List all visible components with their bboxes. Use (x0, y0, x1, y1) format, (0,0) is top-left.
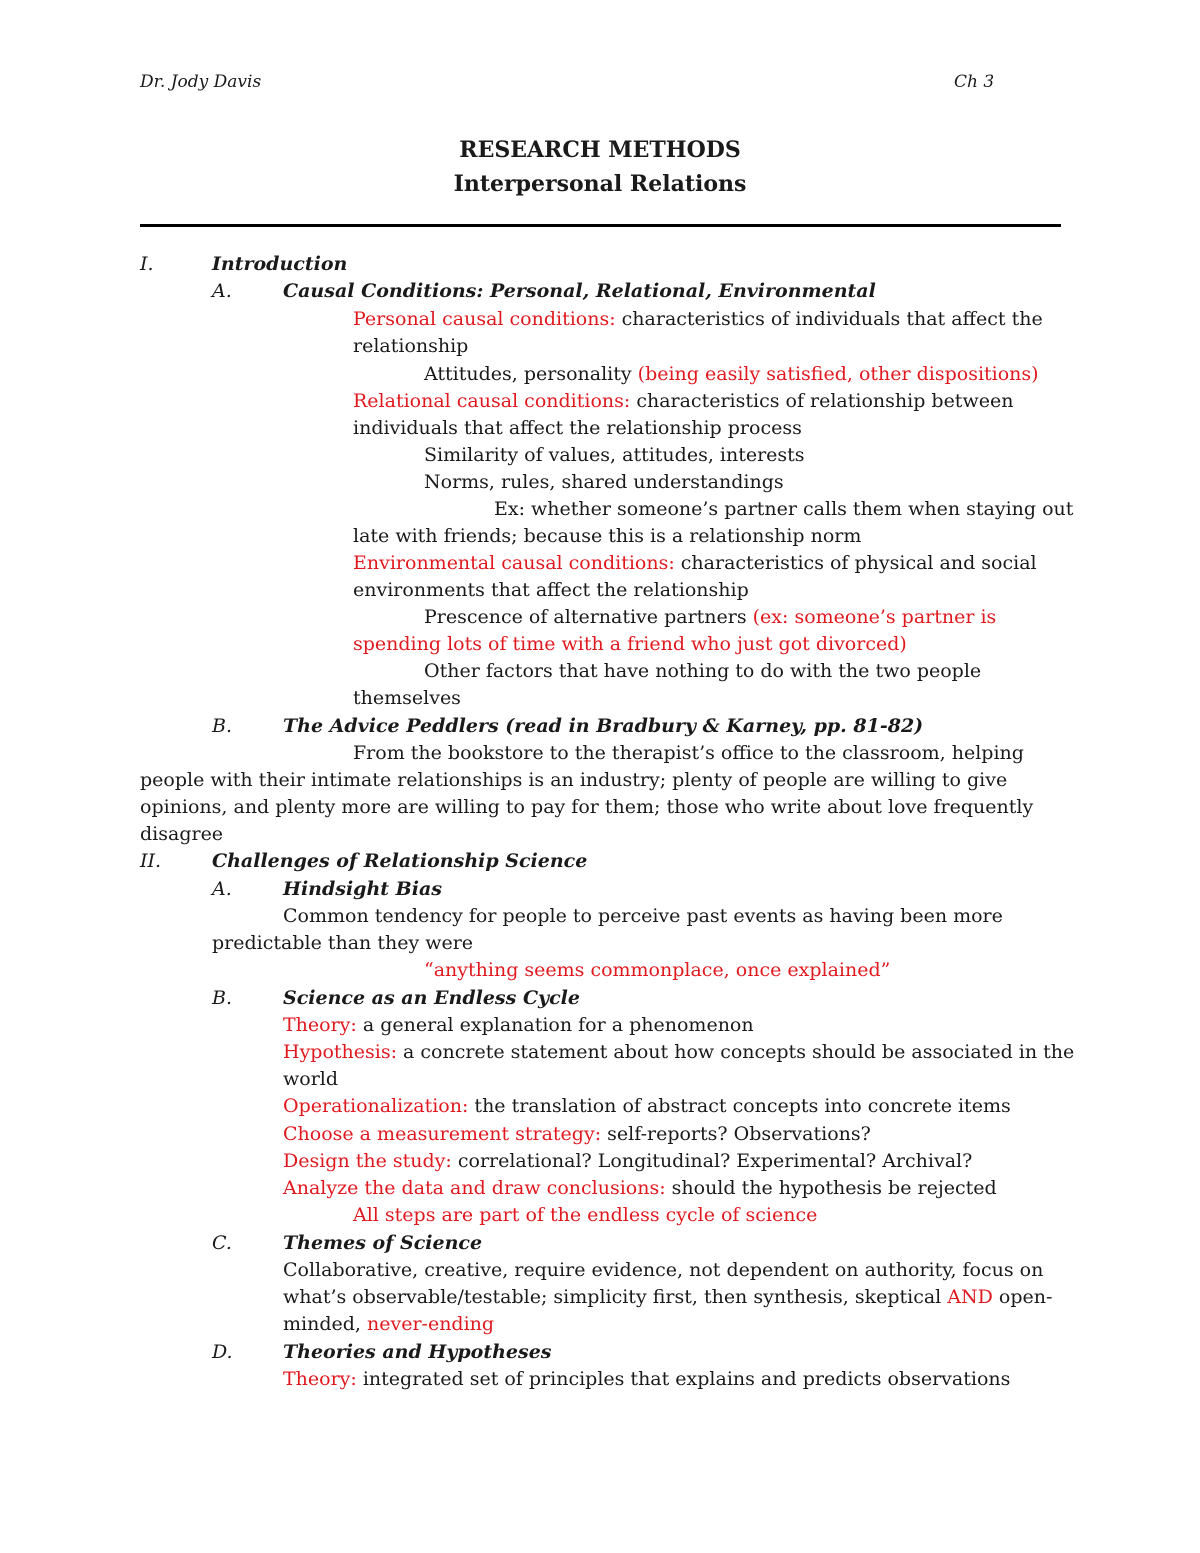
body-text: relationship (353, 335, 469, 357)
outline-line (212, 848, 587, 875)
body-text: Collaborative, creative, require evidence, not dependent on authority, focus on (283, 1259, 1044, 1281)
outline-heading: D. (212, 1341, 233, 1363)
body-text: should the hypothesis be rejected (665, 1177, 997, 1199)
highlighted-text: Operationalization: (283, 1095, 469, 1117)
body-text: characteristics of individuals that affect the (615, 308, 1043, 330)
body-text: late with friends; because this is a relationship norm (353, 525, 862, 547)
highlighted-text: Hypothesis: (283, 1041, 397, 1063)
outline-heading: A. (212, 280, 232, 302)
outline-line (424, 604, 996, 631)
outline-heading: Causal Conditions: Personal, Relational, Environmental (283, 280, 876, 302)
outline-heading: A. (212, 878, 232, 900)
body-text: themselves (353, 687, 461, 709)
outline-line (424, 469, 784, 496)
outline-line (424, 361, 1039, 388)
outline-heading: B. (212, 987, 233, 1009)
outline-heading: Challenges of Relationship Science (212, 850, 588, 872)
body-text: Norms, rules, shared understandings (424, 471, 784, 493)
outline-line (353, 1202, 817, 1229)
outline-line (353, 415, 802, 442)
highlighted-text: AND (947, 1286, 993, 1308)
outline-line (283, 1230, 482, 1257)
body-text: Similarity of values, attitudes, interests (424, 444, 805, 466)
outline-line (212, 1339, 233, 1366)
outline-line (283, 1311, 494, 1338)
outline-line (212, 251, 347, 278)
highlighted-text: Personal causal conditions: (353, 308, 616, 330)
outline-line (283, 1093, 1011, 1120)
highlighted-text: (ex: someone’s partner is (752, 606, 997, 628)
outline-heading: C. (212, 1232, 232, 1254)
body-text: open- (992, 1286, 1053, 1308)
body-text: individuals that affect the relationship process (353, 417, 802, 439)
outline-line (283, 903, 1003, 930)
body-text: a concrete statement about how concepts should be associated in the (397, 1041, 1075, 1063)
outline-heading: Hindsight Bias (283, 878, 442, 900)
body-text: characteristics of relationship between (630, 390, 1014, 412)
body-text: what’s observable/testable; simplicity first, then synthesis, skeptical (283, 1286, 948, 1308)
outline-line (283, 1066, 338, 1093)
outline-line (212, 876, 232, 903)
outline-heading: Theories and Hypotheses (283, 1341, 552, 1363)
highlighted-text: Environmental causal conditions: (353, 552, 675, 574)
body-text: self-reports? Observations? (601, 1123, 871, 1145)
body-text: Ex: whether someone’s partner calls them when staying out (494, 498, 1074, 520)
outline-line (140, 848, 161, 875)
body-text: world (283, 1068, 339, 1090)
outline-heading: I. (140, 253, 154, 275)
highlighted-text: Design the study: (283, 1150, 452, 1172)
highlighted-text: Relational causal conditions: (353, 390, 631, 412)
body-text: integrated set of principles that explains and predicts observations (356, 1368, 1011, 1390)
body-text: opinions, and plenty more are willing to pay for them; those who write about love frequently (140, 796, 1034, 818)
body-text: Attitudes, personality (424, 363, 638, 385)
outline-line (212, 1230, 232, 1257)
body-text: Common tendency for people to perceive past events as having been more (283, 905, 1003, 927)
outline-line (283, 1121, 871, 1148)
outline-line (424, 442, 805, 469)
outline-line (283, 713, 923, 740)
outline-line (283, 1175, 997, 1202)
outline-line (424, 658, 981, 685)
outline-line (353, 577, 749, 604)
highlighted-text: “anything seems commonplace, once explained” (424, 959, 891, 981)
outline-line (353, 631, 907, 658)
outline-heading: Science as an Endless Cycle (283, 987, 580, 1009)
outline-line (283, 876, 442, 903)
outline-line (283, 1257, 1043, 1284)
outline-line (283, 1148, 972, 1175)
highlighted-text: Analyze the data and draw conclusions: (283, 1177, 666, 1199)
header-author: Dr. Jody Davis (140, 72, 262, 92)
outline-line (212, 930, 473, 957)
outline-heading: Introduction (212, 253, 348, 275)
outline-line (424, 957, 890, 984)
body-text: predictable than they were (212, 932, 474, 954)
outline-line (494, 496, 1073, 523)
highlighted-text: Choose a measurement strategy: (283, 1123, 602, 1145)
outline-line (140, 821, 223, 848)
outline-line (353, 685, 461, 712)
outline-line (212, 985, 232, 1012)
outline-line (283, 278, 876, 305)
body-text: environments that affect the relationship (353, 579, 749, 601)
highlighted-text: Theory: (283, 1014, 357, 1036)
body-text: From the bookstore to the therapist’s office to the classroom, helping (353, 742, 1024, 764)
outline-line (283, 1284, 1052, 1311)
outline-heading: II. (140, 850, 162, 872)
outline-line (283, 1366, 1010, 1393)
body-text: Prescence of alternative partners (424, 606, 753, 628)
highlighted-text: never-ending (366, 1313, 495, 1335)
body-text: minded, (283, 1313, 367, 1335)
body-text: the translation of abstract concepts into concrete items (468, 1095, 1011, 1117)
document-title: RESEARCH METHODS (459, 137, 741, 163)
highlighted-text: (being easily satisfied, other dispositions) (637, 363, 1039, 385)
body-text: people with their intimate relationships is an industry; plenty of people are willing to give (140, 769, 1008, 791)
title-rule (140, 224, 1061, 227)
document-subtitle: Interpersonal Relations (453, 171, 747, 197)
outline-line (140, 767, 1007, 794)
outline-line (283, 985, 580, 1012)
body-text: Other factors that have nothing to do with the two people (424, 660, 982, 682)
header-chapter: Ch 3 (954, 72, 995, 92)
outline-line (283, 1339, 551, 1366)
outline-line (283, 1012, 754, 1039)
outline-line (212, 278, 232, 305)
outline-line (140, 794, 1033, 821)
outline-line (353, 333, 468, 360)
body-text: characteristics of physical and social (674, 552, 1037, 574)
outline-heading: The Advice Peddlers (read in Bradbury & Karney, pp. 81-82) (283, 715, 924, 737)
outline-heading: B. (212, 715, 233, 737)
outline-line (140, 251, 154, 278)
body-text: a general explanation for a phenomenon (356, 1014, 754, 1036)
body-text: correlational? Longitudinal? Experimental? Archival? (451, 1150, 973, 1172)
highlighted-text: spending lots of time with a friend who just got divorced) (353, 633, 907, 655)
outline-line (353, 523, 861, 550)
outline-line (353, 740, 1024, 767)
highlighted-text: All steps are part of the endless cycle of science (353, 1204, 818, 1226)
highlighted-text: Theory: (283, 1368, 357, 1390)
outline-line (353, 388, 1013, 415)
outline-line (283, 1039, 1074, 1066)
body-text: disagree (140, 823, 224, 845)
outline-line (353, 550, 1037, 577)
outline-line (353, 306, 1043, 333)
outline-heading: Themes of Science (283, 1232, 483, 1254)
outline-line (212, 713, 232, 740)
